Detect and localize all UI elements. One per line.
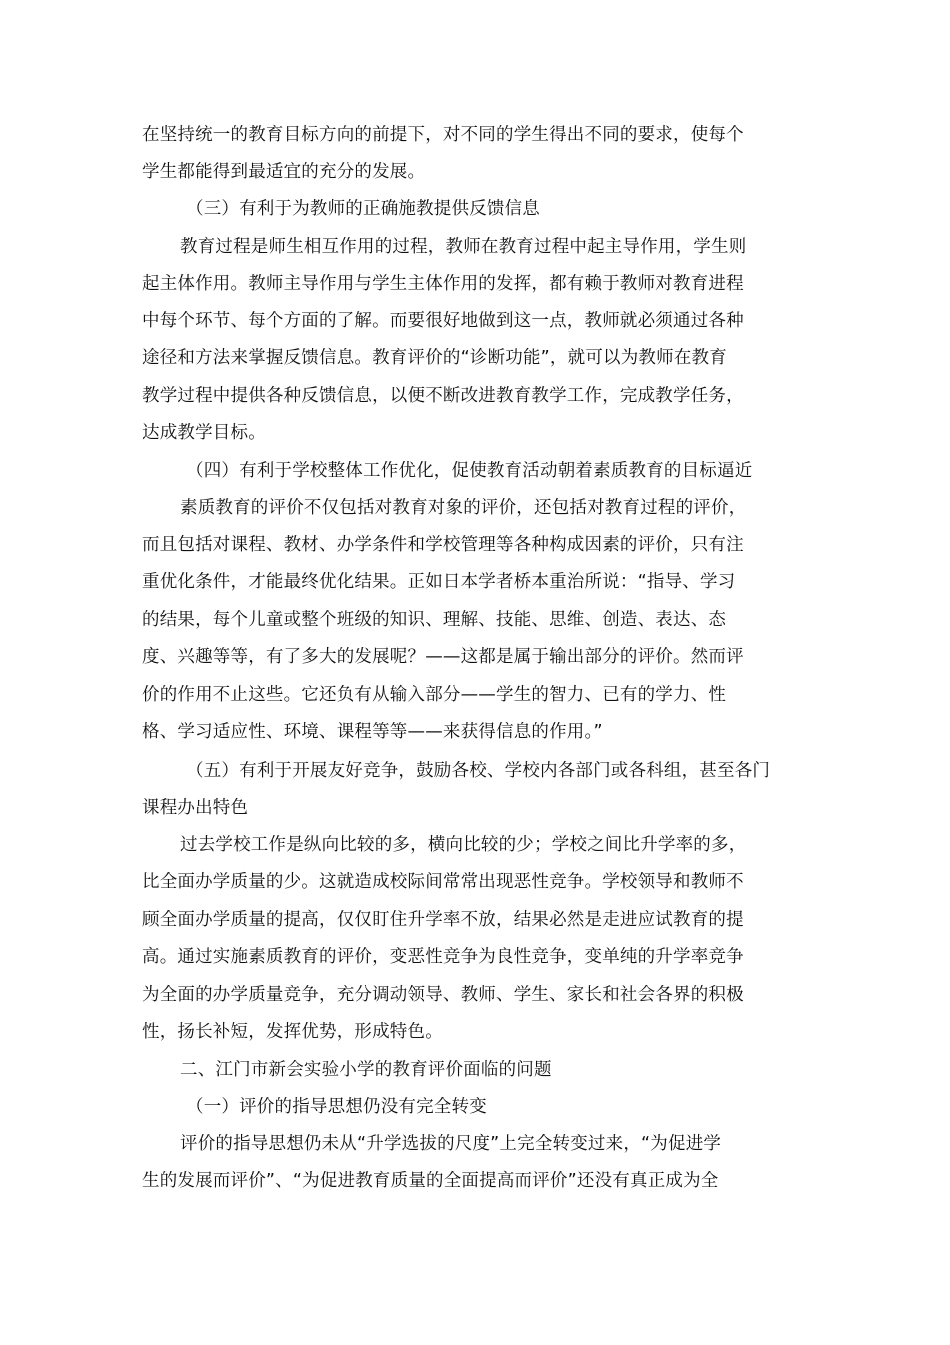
body-line: 度、兴趣等等，有了多大的发展呢？——这都是属于输出部分的评价。然而评	[142, 647, 744, 667]
body-line: 教育过程是师生相互作用的过程，教师在教育过程中起主导作用，学生则	[180, 237, 747, 257]
body-line: 起主体作用。教师主导作用与学生主体作用的发挥，都有赖于教师对教育进程	[142, 274, 744, 294]
body-line: 达成教学目标。	[142, 423, 266, 443]
section-heading: （五）有利于开展友好竞争，鼓励各校、学校内各部门或各科组，甚至各门	[186, 761, 771, 781]
body-line: 在坚持统一的教育目标方向的前提下，对不同的学生得出不同的要求，使每个	[142, 125, 744, 145]
body-line: 比全面办学质量的少。这就造成校际间常常出现恶性竞争。学校领导和教师不	[142, 872, 744, 892]
body-line: 重优化条件，才能最终优化结果。正如日本学者桥本重治所说：“指导、学习	[142, 572, 736, 592]
body-line: 而且包括对课程、教材、办学条件和学校管理等各种构成因素的评价，只有注	[142, 535, 744, 555]
body-line: 生的发展而评价”、“为促进教育质量的全面提高而评价”还没有真正成为全	[142, 1171, 719, 1191]
section-heading: 课程办出特色	[142, 798, 249, 818]
body-line: 高。通过实施素质教育的评价，变恶性竞争为良性竞争，变单纯的升学率竞争	[142, 947, 744, 967]
body-line: 性，扬长补短，发挥优势，形成特色。	[142, 1022, 443, 1042]
body-line: 过去学校工作是纵向比较的多，横向比较的少；学校之间比升学率的多，	[180, 835, 747, 855]
body-line: 顾全面办学质量的提高，仅仅盯住升学率不放，结果必然是走进应试教育的提	[142, 910, 744, 930]
body-line: 格、学习适应性、环境、课程等等——来获得信息的作用。”	[142, 722, 603, 742]
section-heading: （三）有利于为教师的正确施教提供反馈信息	[186, 199, 540, 219]
body-line: 教学过程中提供各种反馈信息，以便不断改进教育教学工作，完成教学任务，	[142, 386, 744, 406]
section-heading: （四）有利于学校整体工作优化，促使教育活动朝着素质教育的目标逼近	[186, 461, 753, 481]
body-line: 中每个环节、每个方面的了解。而要很好地做到这一点，教师就必须通过各种	[142, 311, 744, 331]
body-line: 途径和方法来掌握反馈信息。教育评价的“诊断功能”，就可以为教师在教育	[142, 348, 727, 368]
chapter-heading: 二、江门市新会实验小学的教育评价面临的问题	[180, 1060, 552, 1080]
body-line: 的结果，每个儿童或整个班级的知识、理解、技能、思维、创造、表达、态	[142, 610, 727, 630]
body-line: 学生都能得到最适宜的充分的发展。	[142, 162, 426, 182]
body-line: 为全面的办学质量竞争，充分调动领导、教师、学生、家长和社会各界的积极	[142, 985, 744, 1005]
body-line: 价的作用不止这些。它还负有从输入部分——学生的智力、已有的学力、性	[142, 685, 727, 705]
body-line: 评价的指导思想仍未从“升学选拔的尺度”上完全转变过来，“为促进学	[180, 1134, 722, 1154]
body-line: 素质教育的评价不仅包括对教育对象的评价，还包括对教育过程的评价，	[180, 498, 747, 518]
section-heading: （一）评价的指导思想仍没有完全转变	[186, 1097, 487, 1117]
